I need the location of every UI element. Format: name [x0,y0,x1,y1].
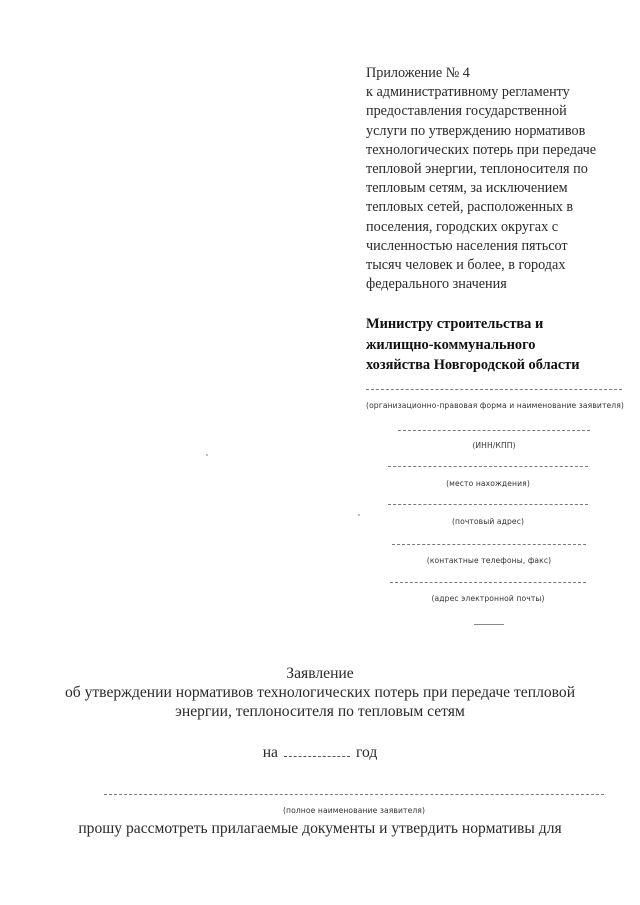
annex-line: предоставления государственной [366,103,567,120]
statement-title [0,664,640,721]
addressee-line: хозяйства Новгородской области [366,357,580,373]
short-dash-mark [474,624,504,625]
inn-kpp-caption: (ИНН/КПП) [472,441,516,450]
annex-line: федерального значения [366,276,507,293]
annex-line: тепловых сетей, расположенных в [366,199,574,216]
postal-caption: (почтовый адрес) [451,517,525,526]
applicant-name-line[interactable] [104,794,604,795]
statement-heading: Заявление [286,665,354,682]
annex-line: Приложение № 4 [366,65,470,81]
email-caption: (адрес электронной почты) [431,594,545,603]
annex-line: услуги по утверждению нормативов [366,122,586,139]
annex-line: технологических потерь при передаче [366,141,597,158]
scan-speck [206,454,208,456]
statement-subtitle-line: энергии, теплоносителя по тепловым сетям [175,703,465,720]
year-row [0,742,640,762]
annex-line: тепловым сетям, за исключением [366,180,568,197]
location-line[interactable] [388,466,588,467]
email-line[interactable] [390,582,586,583]
postal-line[interactable] [388,504,588,505]
year-suffix: год [355,744,378,761]
scan-speck [358,514,360,516]
annex-line: тысяч человек и более, в городах [366,257,566,274]
org-form-caption: (организационно-правовая форма и наименование заявителя) [366,401,624,410]
addressee-block [366,314,628,376]
phones-line[interactable] [392,544,586,545]
statement-subtitle-line: об утверждении нормативов технологических потерь при передаче тепловой [64,684,576,701]
annex-line: тепловой энергии, теплоносителя по [366,161,588,178]
annex-line: численностью населения пятьсот [366,237,568,254]
annex-header [366,64,628,294]
year-input-line[interactable] [284,742,350,757]
request-text: прошу рассмотреть прилагаемые документы и утвердить нормативы для [78,820,562,837]
location-caption: (место нахождения) [446,479,530,488]
applicant-name-caption: (полное наименование заявителя) [282,806,426,815]
annex-line: к административному регламенту [366,84,570,101]
phones-caption: (контактные телефоны, факс) [426,556,552,565]
addressee-line: жилищно-коммунального [366,336,536,353]
addressee-line: Министру строительства и [366,316,544,332]
org-form-line[interactable] [366,389,622,390]
year-prefix: на [262,744,278,761]
inn-kpp-line[interactable] [398,430,590,431]
annex-line: поселения, городских округах с [366,218,559,235]
